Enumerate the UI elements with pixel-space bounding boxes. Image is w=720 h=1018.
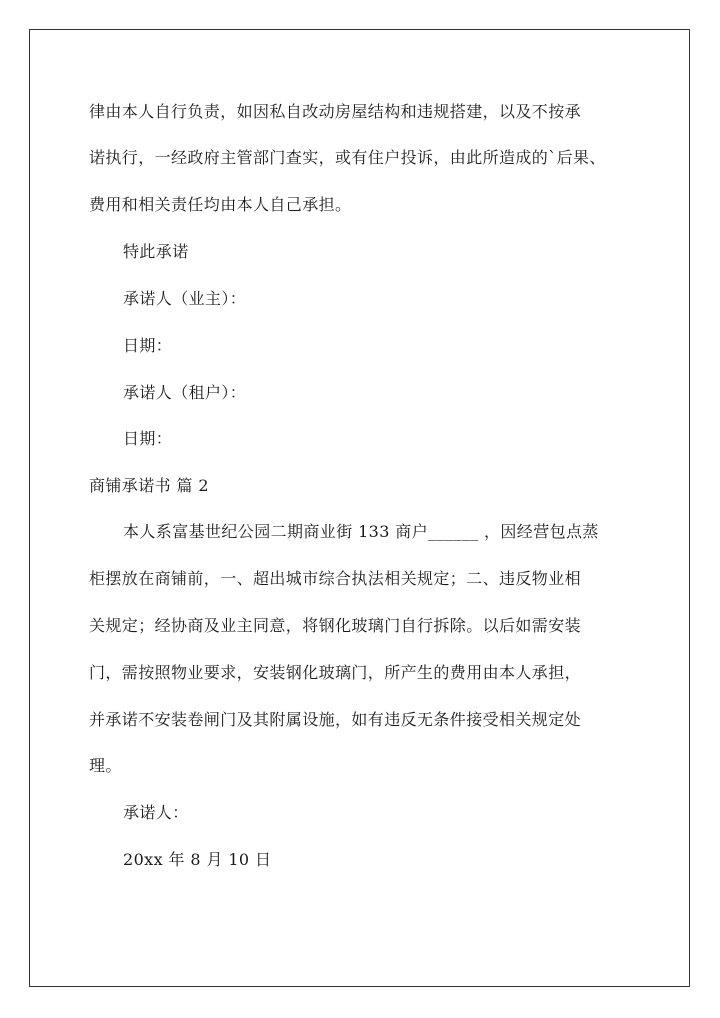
owner-date-label: 日期： (123, 336, 173, 355)
signature-date: 20xx 年 8 月 10 日 (123, 850, 272, 869)
paragraph-line: 关规定；经协商及业主同意，将钢化玻璃门自行拆除。以后如需安装 (89, 616, 582, 635)
paragraph-line: 本人系富基世纪公园二期商业街 133 商户______ ，因经营包点蒸 (123, 522, 599, 541)
paragraph-line: 费用和相关责任均由本人自己承担。 (89, 195, 352, 214)
signer-label: 承诺人： (123, 803, 189, 822)
closing-statement: 特此承诺 (123, 242, 189, 261)
tenant-signature-label: 承诺人（租户）： (123, 383, 247, 402)
paragraph-line: 并承诺不安装卷闸门及其附属设施，如有违反无条件接受相关规定处 (89, 710, 582, 729)
page-border (29, 29, 690, 987)
owner-signature-label: 承诺人（业主）： (123, 289, 247, 308)
tenant-date-label: 日期： (123, 429, 173, 448)
paragraph-line: 诺执行，一经政府主管部门查实，或有住户投诉，由此所造成的`后果、 (89, 148, 606, 167)
paragraph-line: 门，需按照物业要求，安装钢化玻璃门，所产生的费用由本人承担， (89, 663, 582, 682)
paragraph-line: 柜摆放在商铺前，一、超出城市综合执法相关规定；二、违反物业相 (89, 569, 582, 588)
paragraph-line: 理。 (89, 756, 122, 775)
section-heading: 商铺承诺书 篇 2 (89, 476, 209, 495)
paragraph-line: 律由本人自行负责，如因私自改动房屋结构和违规搭建，以及不按承 (89, 102, 582, 121)
